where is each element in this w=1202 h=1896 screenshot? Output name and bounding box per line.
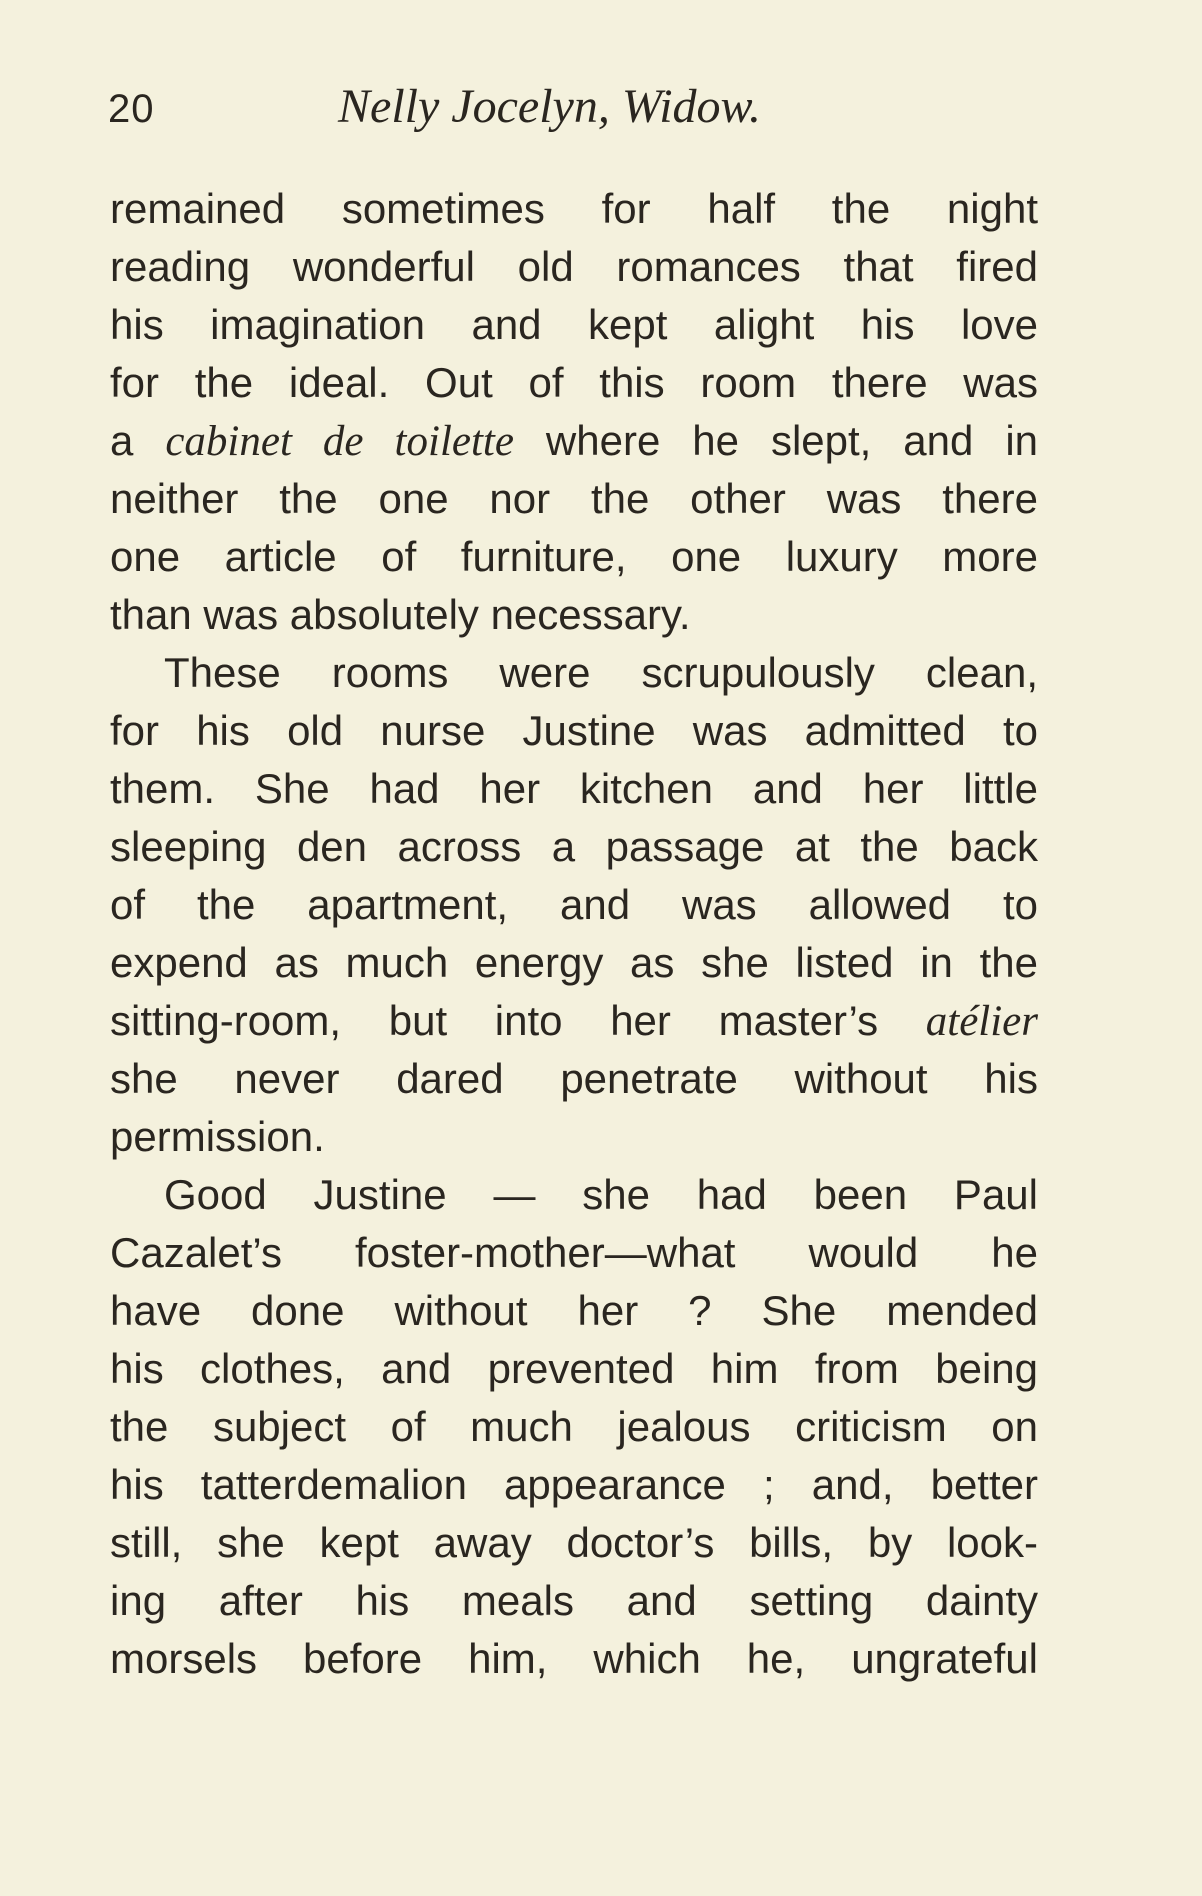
page-number: 20 bbox=[108, 87, 155, 131]
text-segment: where he slept, and in bbox=[513, 417, 1039, 464]
text-segment: permission. bbox=[110, 1113, 325, 1160]
text-line bbox=[110, 354, 1038, 412]
text-segment: Good Justine — she had been Paul bbox=[164, 1171, 1038, 1218]
text-segment: than was absolutely necessary. bbox=[110, 591, 691, 638]
text-segment: have done without her ? She mended bbox=[110, 1287, 1038, 1334]
text-line bbox=[110, 934, 1038, 992]
text-segment: remained sometimes for half the night bbox=[110, 185, 1038, 232]
text-segment: a bbox=[110, 417, 166, 464]
text-segment: the subject of much jealous criticism on bbox=[110, 1403, 1038, 1450]
text-segment: one article of furniture, one luxury more bbox=[110, 533, 1038, 580]
text-segment: reading wonderful old romances that fired bbox=[110, 243, 1038, 290]
text-line bbox=[110, 1340, 1038, 1398]
text-line bbox=[110, 1572, 1038, 1630]
text-line bbox=[110, 1108, 1038, 1166]
text-segment: for the ideal. Out of this room there was bbox=[110, 359, 1038, 406]
text-segment: his tatterdemalion appearance ; and, better bbox=[110, 1461, 1038, 1508]
text-line bbox=[110, 1514, 1038, 1572]
text-segment: his imagination and kept alight his love bbox=[110, 301, 1038, 348]
text-line bbox=[110, 876, 1038, 934]
text-line bbox=[110, 470, 1038, 528]
text-line bbox=[110, 1630, 1038, 1688]
text-line bbox=[110, 180, 1038, 238]
text-segment: sleeping den across a passage at the back bbox=[110, 823, 1038, 870]
text-segment: she never dared penetrate without his bbox=[110, 1055, 1038, 1102]
text-segment: ing after his meals and setting dainty bbox=[110, 1577, 1038, 1624]
body-text bbox=[110, 180, 1038, 1688]
text-segment: These rooms were scrupulously clean, bbox=[164, 649, 1038, 696]
text-line bbox=[110, 1050, 1038, 1108]
italic-phrase: atélier bbox=[925, 998, 1038, 1045]
text-line bbox=[110, 818, 1038, 876]
text-segment: morsels before him, which he, ungrateful bbox=[110, 1635, 1038, 1682]
text-segment: sitting-room, but into her master’s bbox=[110, 997, 926, 1044]
text-line bbox=[110, 1166, 1038, 1224]
text-line bbox=[110, 412, 1038, 470]
text-line bbox=[110, 992, 1038, 1050]
running-head bbox=[108, 75, 1038, 145]
text-line bbox=[110, 760, 1038, 818]
text-line bbox=[110, 1398, 1038, 1456]
text-segment: expend as much energy as she listed in the bbox=[110, 939, 1038, 986]
text-line bbox=[110, 644, 1038, 702]
text-line bbox=[110, 1224, 1038, 1282]
text-line bbox=[110, 1456, 1038, 1514]
text-line bbox=[110, 702, 1038, 760]
text-segment: of the apartment, and was allowed to bbox=[110, 881, 1038, 928]
text-line bbox=[110, 586, 1038, 644]
text-line bbox=[110, 1282, 1038, 1340]
text-segment: Cazalet’s foster-mother—what would he bbox=[110, 1229, 1038, 1276]
text-segment: his clothes, and prevented him from being bbox=[110, 1345, 1038, 1392]
text-line bbox=[110, 296, 1038, 354]
text-segment: them. She had her kitchen and her little bbox=[110, 765, 1038, 812]
book-title: Nelly Jocelyn, Widow. bbox=[338, 80, 761, 133]
text-segment: still, she kept away doctor’s bills, by look- bbox=[110, 1519, 1038, 1566]
text-line bbox=[110, 528, 1038, 586]
text-line bbox=[110, 238, 1038, 296]
italic-phrase: cabinet de toilette bbox=[165, 418, 514, 465]
text-segment: for his old nurse Justine was admitted to bbox=[110, 707, 1038, 754]
text-segment: neither the one nor the other was there bbox=[110, 475, 1038, 522]
